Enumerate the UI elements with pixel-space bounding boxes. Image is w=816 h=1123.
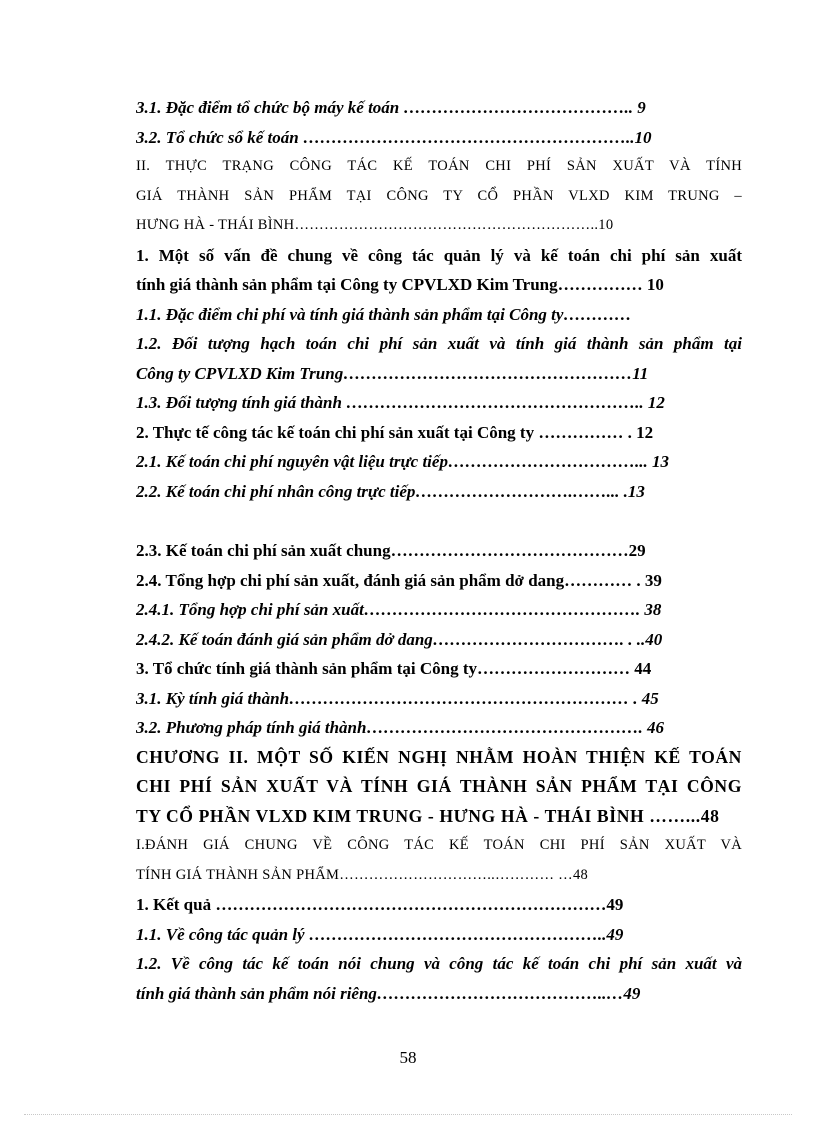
toc-entry: 2.4.2. Kế toán đánh giá sản phẩm dở dang……………………………. . ..40 xyxy=(136,629,663,649)
toc-entry: 3.2. Phương pháp tính giá thành…………………………………………. 46 xyxy=(136,718,664,737)
page-bottom-divider xyxy=(24,1114,792,1115)
toc-entry: Công ty CPVLXD Kim Trung……………………………………………11 xyxy=(136,363,649,383)
toc-entry: 1. Kết quả ……………………………………………………………49 xyxy=(136,895,624,914)
toc-entry: 3.1. Đặc điểm tổ chức bộ máy kế toán ………………………………….. 9 xyxy=(136,98,646,117)
toc-entry: 3. Tổ chức tính giá thành sản phẩm tại Công ty……………………… 44 xyxy=(136,659,652,678)
toc-entry: 1. Một số vấn đề chung về công tác quản lý và kế toán chi phí sản xuất xyxy=(136,245,742,265)
page-number: 58 xyxy=(399,1048,417,1067)
toc-entry: 2.1. Kế toán chi phí nguyên vật liệu trực tiếp……………………………... 13 xyxy=(136,452,669,471)
toc-entry: 3.2. Tổ chức sổ kế toán …………………………………………………..10 xyxy=(136,127,652,147)
blank-line xyxy=(136,506,742,536)
toc-entry: 3.1. Kỳ tính giá thành…………………………………………………… . 45 xyxy=(136,688,659,708)
toc-entry: 1.1. Đặc điểm chi phí và tính giá thành sản phẩm tại Công ty………… xyxy=(136,304,632,324)
toc-entry: 2.3. Kế toán chi phí sản xuất chung……………………………………29 xyxy=(136,541,646,560)
toc-entry: 2.4.1. Tổng hợp chi phí sản xuất…………………………………………. 38 xyxy=(136,600,662,619)
toc-chapter-heading: TY CỔ PHẦN VLXD KIM TRUNG - HƯNG HÀ - THÁI BÌNH ……...48 xyxy=(136,805,720,826)
table-of-contents xyxy=(136,93,742,1008)
toc-section-heading: HƯNG HÀ - THÁI BÌNH……………………………………………………..10 xyxy=(136,217,614,233)
toc-entry: 2. Thực tế công tác kế toán chi phí sản xuất tại Công ty …………… . 12 xyxy=(136,422,654,442)
toc-entry: 2.4. Tổng hợp chi phí sản xuất, đánh giá sản phẩm dở dang………… . 39 xyxy=(136,570,662,590)
toc-chapter-heading: CHƯƠNG II. MỘT SỐ KIẾN NGHỊ NHẰM HOÀN THIỆN KẾ TOÁN xyxy=(136,746,742,767)
toc-entry: tính giá thành sản phẩm tại Công ty CPVLXD Kim Trung…………… 10 xyxy=(136,275,664,294)
toc-section-heading: GIÁ THÀNH SẢN PHẨM TẠI CÔNG TY CỔ PHẦN VLXD KIM TRUNG – xyxy=(136,187,742,204)
toc-section-heading: TÍNH GIÁ THÀNH SẢN PHẨM…………………………..………… …48 xyxy=(136,866,589,883)
toc-section-heading: I.ĐÁNH GIÁ CHUNG VỀ CÔNG TÁC KẾ TOÁN CHI PHÍ SẢN XUẤT VÀ xyxy=(136,837,742,853)
toc-entry: 2.2. Kế toán chi phí nhân công trực tiếp……………………….……... .13 xyxy=(136,481,645,501)
toc-entry: tính giá thành sản phẩm nói riêng…………………………………..…49 xyxy=(136,983,641,1003)
toc-entry: 1.3. Đối tượng tính giá thành …………………………………………….. 12 xyxy=(136,393,665,412)
toc-chapter-heading: CHI PHÍ SẢN XUẤT VÀ TÍNH GIÁ THÀNH SẢN PHẨM TẠI CÔNG xyxy=(136,776,742,796)
toc-entry: 1.1. Về công tác quản lý ……………………………………………..49 xyxy=(136,924,624,944)
toc-entry: 1.2. Về công tác kế toán nói chung và công tác kế toán chi phí sản xuất và xyxy=(136,954,742,973)
toc-entry: 1.2. Đối tượng hạch toán chi phí sản xuất và tính giá thành sản phẩm tại xyxy=(136,334,742,353)
toc-section-heading: II. THỰC TRẠNG CÔNG TÁC KẾ TOÁN CHI PHÍ SẢN XUẤT VÀ TÍNH xyxy=(136,158,742,174)
